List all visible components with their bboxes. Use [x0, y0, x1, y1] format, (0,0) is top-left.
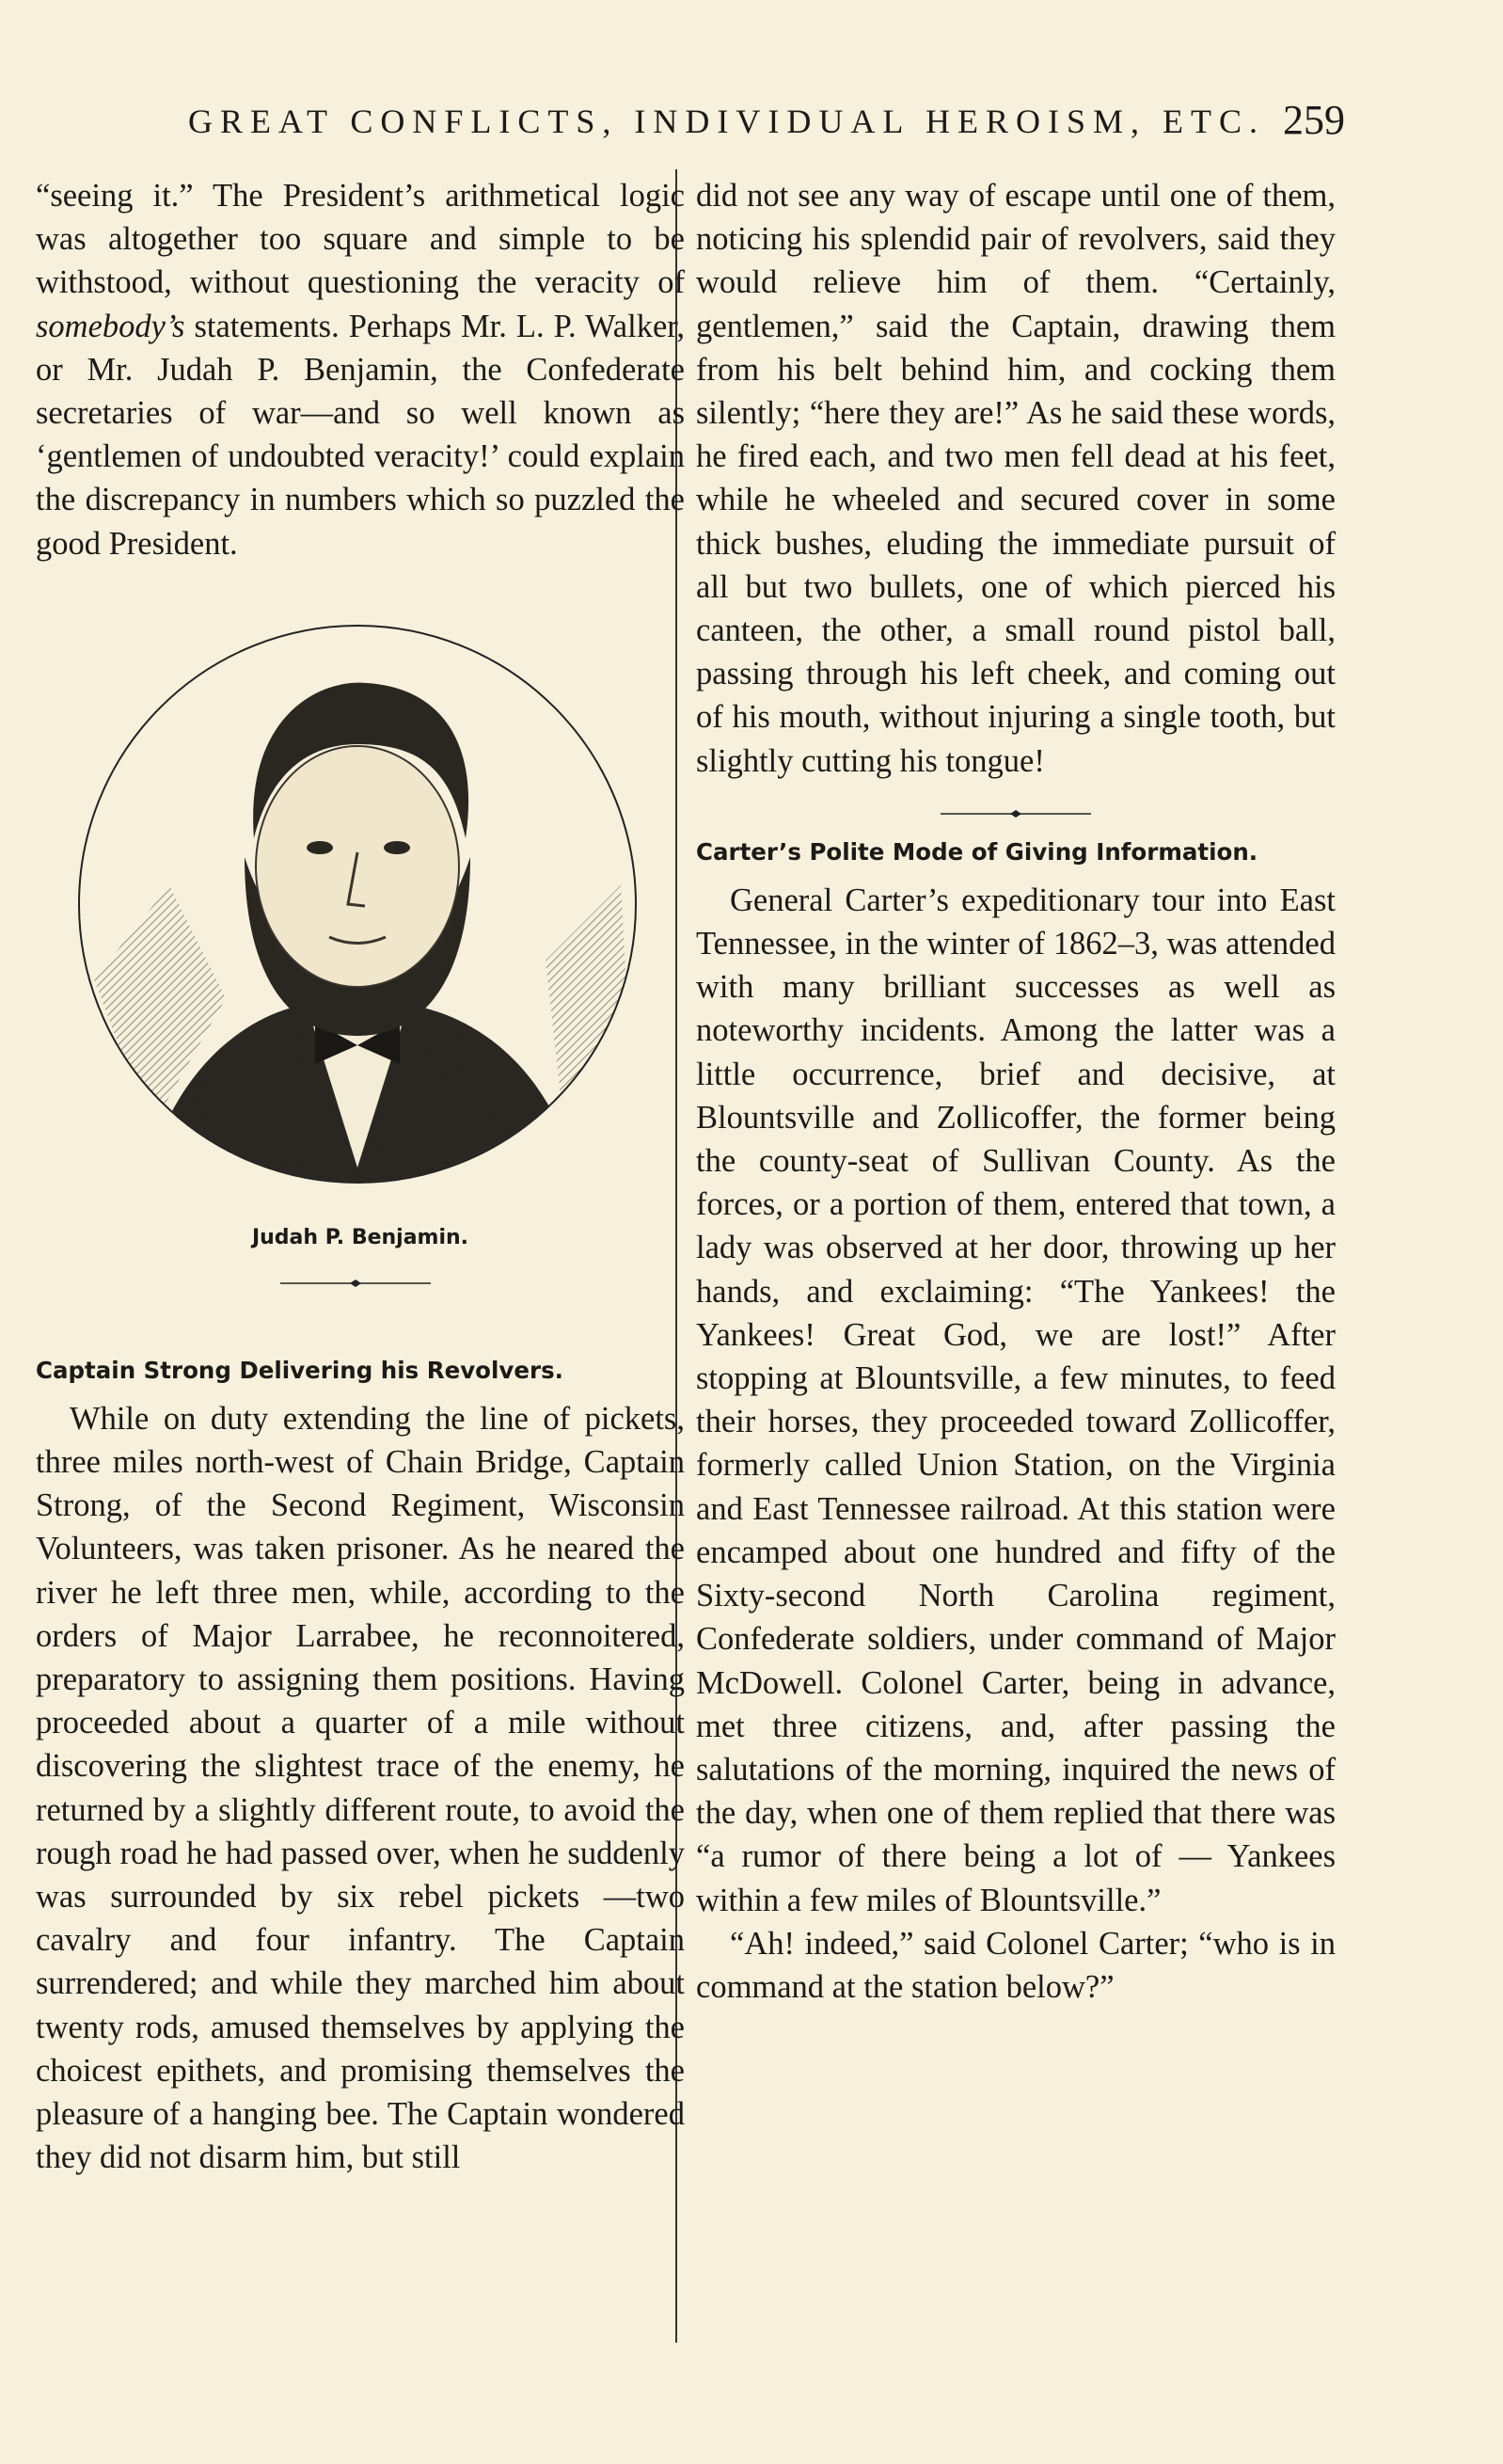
page-header: [38, 97, 1345, 149]
running-title: GREAT CONFLICTS, INDIVIDUAL HEROISM, ETC.: [188, 103, 1265, 140]
paragraph-text: “seeing it.” The President’s arithmetical logic was altogether too square and simple to be withstood, without questioning the veracity of: [36, 178, 685, 301]
portrait-engraving: [56, 603, 658, 1205]
right-column: [696, 174, 1336, 2009]
paragraph: [36, 174, 685, 565]
section-ornament: [922, 809, 1110, 819]
section-heading: Carter’s Polite Mode of Giving Information.: [696, 837, 1258, 866]
page-number: 259: [1283, 97, 1345, 143]
paragraph: “Ah! indeed,” said Colonel Carter; “who is in command at the station below?”: [696, 1925, 1336, 2005]
section-heading: Captain Strong Delivering his Revolvers.: [36, 1356, 563, 1384]
paragraph: While on duty extending the line of pickets, three miles north-west of Chain Bridge, Captain Strong, of the Second Regiment, Wisconsin Volunteers, was taken prisoner. As he neared the river he left three men, while, according to the orders of Major Larrabee, he reconnoitered, preparatory to assigning them positions. Having proceeded about a quarter of a mile without discovering the slightest trace of the enemy, he returned by a slightly different route, to avoid the rough road he had passed over, when he suddenly was surrounded by six rebel pickets —two cavalry and four infantry. The Captain surrendered; and while they marched him about twenty rods, amused themselves by applying the choicest epithets, and promising themselves the pleasure of a hanging bee. The Captain wondered they did not disarm him, but still: [36, 1400, 685, 2176]
portrait-caption: Judah P. Benjamin.: [251, 1225, 469, 1249]
paragraph: did not see any way of escape until one of them, noticing his splendid pair of revolvers, said they would relieve him of them. “Certainly, gentlemen,” said the Captain, drawing them from his belt behind him, and cocking them silently; “here they are!” As he said these words, he fired each, and two men fell dead at his feet, while he wheeled and secured cover in some thick bushes, eluding the immediate pursuit of all but two bullets, one of which pierced his canteen, the other, a small round pistol ball, passing through his left cheek, and coming out of his mouth, without injuring a single tooth, but slightly cutting his tongue!: [696, 178, 1336, 779]
portrait-figure: [36, 603, 685, 1337]
paragraph-text: statements. Perhaps Mr. L. P. Walker, or Mr. Judah P. Benjamin, the Confederate secretaries of war—and so well known as ‘gentlemen of undoubted veracity!’ could explain the discrepancy in numbers which so puzzled the good President.: [36, 308, 685, 562]
italic-text: somebody’s: [36, 308, 185, 344]
left-column: [36, 174, 685, 2179]
section-ornament: [261, 1279, 450, 1288]
paragraph: General Carter’s expeditionary tour into East Tennessee, in the winter of 1862–3, was attended with many brilliant successes as well as noteworthy incidents. Among the latter was a little occurrence, brief and decisive, at Blountsville and Zollicoffer, the former being the county-seat of Sullivan County. As the forces, or a portion of them, entered that town, a lady was observed at her door, throwing up her hands, and exclaiming: “The Yankees! the Yankees! Great God, we are lost!” After stopping at Blountsville, a few minutes, to feed their horses, they proceeded toward Zollicoffer, formerly called Union Station, on the Virginia and East Tennessee railroad. At this station were encamped about one hundred and fifty of the Sixty-second North Carolina regiment, Confederate soldiers, under command of Major McDowell. Colonel Carter, being in advance, met three citizens, and, after passing the salutations of the morning, inquired the news of the day, when one of them replied that there was “a rumor of there being a lot of — Yankees within a few miles of Blountsville.”: [696, 882, 1336, 1918]
